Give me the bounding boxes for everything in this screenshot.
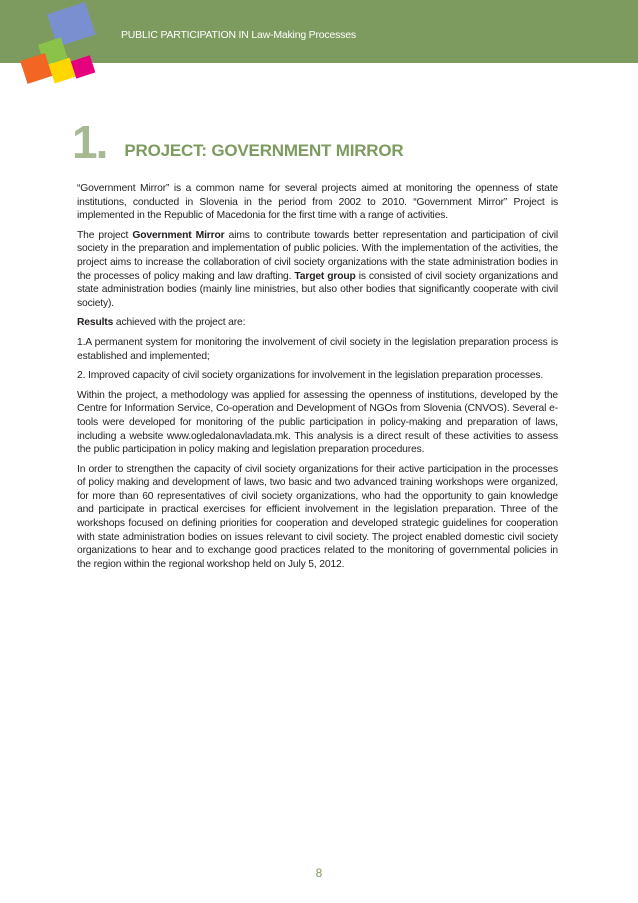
paragraph-result-2: 2. Improved capacity of civil society organizations for involvement in the legislation preparation processes. xyxy=(77,370,544,382)
chapter-title: PROJECT: GOVERNMENT MIRROR xyxy=(124,141,404,160)
text: achieved with the project are: xyxy=(113,317,246,329)
paragraph-methodology: Within the project, a methodology was applied for assessing the openness of institutions, developed by the Centre for Information Service, Co-operation and Development of NGOs from Slovenia (CNVOS). Several e-tools were developed for monitoring of the public participation in policy-making and preparation of laws, including a website www.ogledalonavladata.mk. This analysis is a direct result of these activities to assess the public participation in policy making and legislation preparation procedures. xyxy=(77,389,558,456)
paragraph-result-1: 1.A permanent system for monitoring the involvement of civil society in the legislation preparation process is established and implemented; xyxy=(77,336,558,362)
text: aims to contribute towards better representation and participation of civil society in the preparation and implementation of public policies. With the implementation of the activities, the project aims to increase the collaboration of civil society organizations with the state administration bodies in the processes of policy making and law drafting. xyxy=(77,229,558,282)
paragraph-results-intro xyxy=(77,316,558,330)
body-text xyxy=(77,182,558,577)
text: The project xyxy=(77,229,133,241)
bold-results: Results xyxy=(77,317,114,329)
paragraph-intro: “Government Mirror” is a common name for several projects aimed at monitoring the openness of state institutions, conducted in Slovenia in the period from 2002 to 2010. “Government Mirror” Project is implemented in the Republic of Macedonia for the first time with a range of activities. xyxy=(77,183,558,222)
text: is consisted of civil society organizations and state administration bodies (mainly line ministries, but also other bodies that significantly cooperate with civil society). xyxy=(77,270,558,309)
bold-target-group: Target group xyxy=(294,270,356,282)
paragraph-workshops: In order to strengthen the capacity of civil society organizations for their active participation in the processes of policy making and development of laws, two basic and two advanced training workshops were organized, for more than 60 representatives of civil society organizations, who had the opportunity to gain knowledge and participate in practical exercises for efficient involvement in the legislation preparation. Three of the workshops focused on defining priorities for cooperation and developed strategic guidelines for cooperation with state administration bodies on issues relevant to civil society. The project enabled domestic civil society organizations to hear and to exchange good practices related to the monitoring of governmental policies in the region within the regional workshop held on July 5, 2012. xyxy=(77,463,558,570)
bold-project-name: Government Mirror xyxy=(132,229,225,241)
paragraph-project xyxy=(77,229,558,311)
page-number: 8 xyxy=(315,866,323,880)
logo-icon xyxy=(0,0,110,100)
chapter-heading xyxy=(72,116,404,168)
chapter-number: 1. xyxy=(72,116,107,168)
running-title: PUBLIC PARTICIPATION IN Law-Making Processes xyxy=(121,29,356,41)
